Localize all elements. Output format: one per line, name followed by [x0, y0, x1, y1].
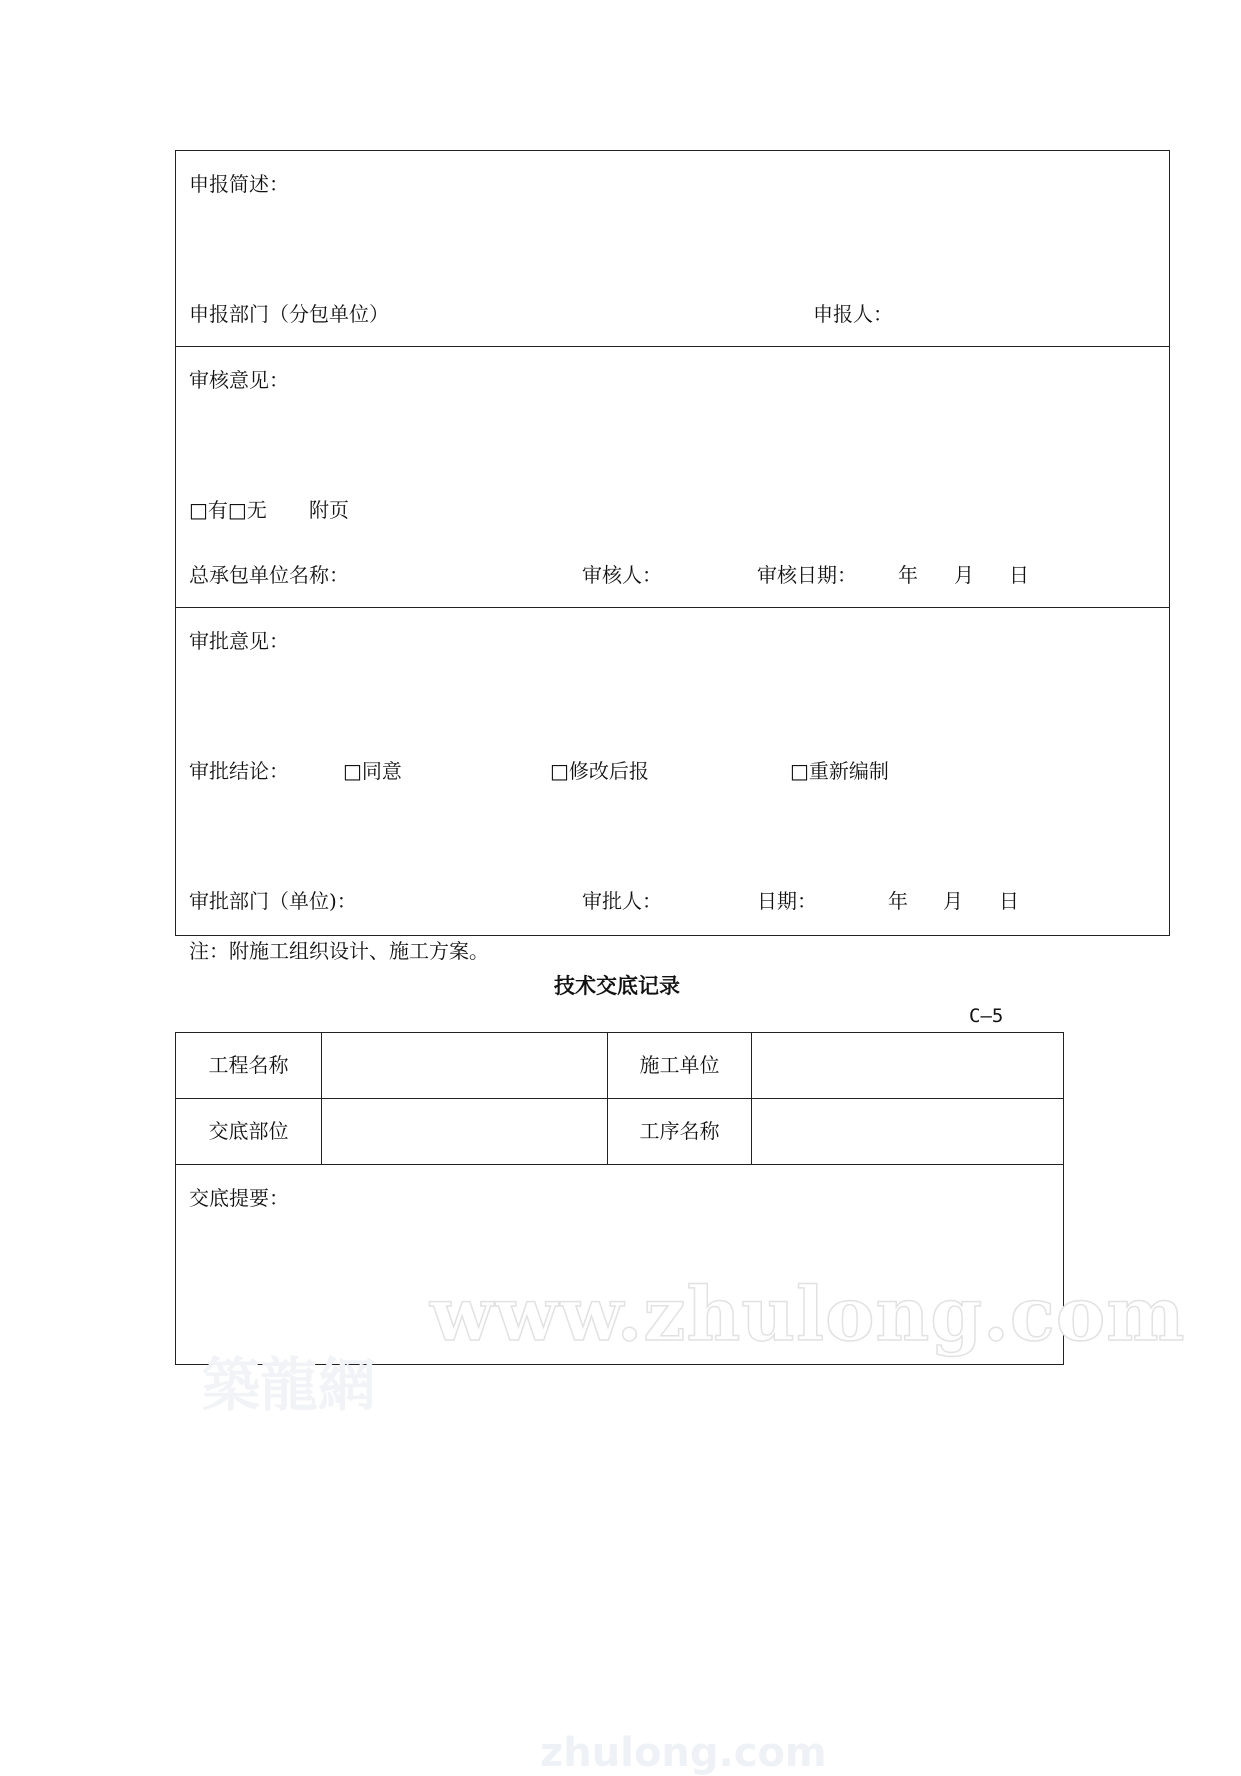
approval-month-label: 月: [943, 889, 963, 913]
construction-unit-label: 施工单位: [639, 1053, 720, 1077]
process-name-label: 工序名称: [639, 1119, 720, 1143]
summary-label: 交底提要：: [189, 1186, 289, 1210]
handover-part-label: 交底部位: [208, 1119, 289, 1143]
review-month-label: 月: [954, 563, 974, 587]
watermark-url: www.zhulong.com: [430, 1272, 1186, 1358]
row-divider: [175, 607, 1170, 608]
row-divider: [175, 346, 1170, 347]
review-opinion-label: 审核意见：: [189, 368, 289, 392]
process-name-field[interactable]: [752, 1099, 1063, 1164]
attachment-options: [189, 498, 267, 522]
project-name-field[interactable]: [322, 1033, 607, 1098]
opt-revise-label: 修改后报: [568, 759, 649, 783]
approval-day-label: 日: [999, 889, 1019, 913]
review-day-label: 日: [1009, 563, 1029, 587]
checkbox-revise[interactable]: □: [550, 759, 569, 783]
attach-none-label: 无: [246, 498, 267, 522]
row-divider: [175, 1164, 1064, 1165]
project-name-label: 工程名称: [208, 1053, 289, 1077]
checkbox-none[interactable]: □: [227, 498, 247, 522]
watermark-bottom: zhulong.com: [540, 1730, 827, 1776]
attach-label: 附页: [309, 498, 349, 522]
checkbox-agree[interactable]: □: [343, 759, 362, 783]
option-revise: [550, 759, 649, 783]
checkbox-redo[interactable]: □: [790, 759, 809, 783]
form-code: C—5: [969, 1005, 1004, 1027]
approval-conclusion-label: 审批结论：: [189, 759, 289, 783]
col-divider: [607, 1032, 608, 1165]
form-title: 技术交底记录: [554, 974, 680, 998]
form-note: 注：附施工组织设计、施工方案。: [189, 939, 489, 963]
approver-label: 审批人：: [582, 889, 662, 913]
date-label: 日期：: [757, 889, 817, 913]
review-date-label: 审核日期：: [757, 563, 857, 587]
apply-dept-label: 申报部门（分包单位）: [189, 302, 389, 326]
option-agree: [343, 759, 402, 783]
handover-part-field[interactable]: [322, 1099, 607, 1164]
applicant-label: 申报人：: [813, 302, 893, 326]
attach-have-label: 有: [207, 498, 228, 522]
approval-form-table: [175, 150, 1170, 936]
opt-agree-label: 同意: [361, 759, 402, 783]
opt-redo-label: 重新编制: [808, 759, 889, 783]
review-year-label: 年: [898, 563, 918, 587]
apply-desc-label: 申报简述：: [189, 172, 289, 196]
reviewer-label: 审核人：: [582, 563, 662, 587]
approval-opinion-label: 审批意见：: [189, 629, 289, 653]
approval-dept-label: 审批部门（单位)：: [189, 889, 357, 913]
option-redo: [790, 759, 889, 783]
watermark-logo-text: 築龍網: [202, 1351, 377, 1419]
approval-year-label: 年: [888, 889, 908, 913]
gc-name-label: 总承包单位名称：: [189, 563, 349, 587]
construction-unit-field[interactable]: [752, 1033, 1063, 1098]
checkbox-have[interactable]: □: [189, 498, 208, 522]
